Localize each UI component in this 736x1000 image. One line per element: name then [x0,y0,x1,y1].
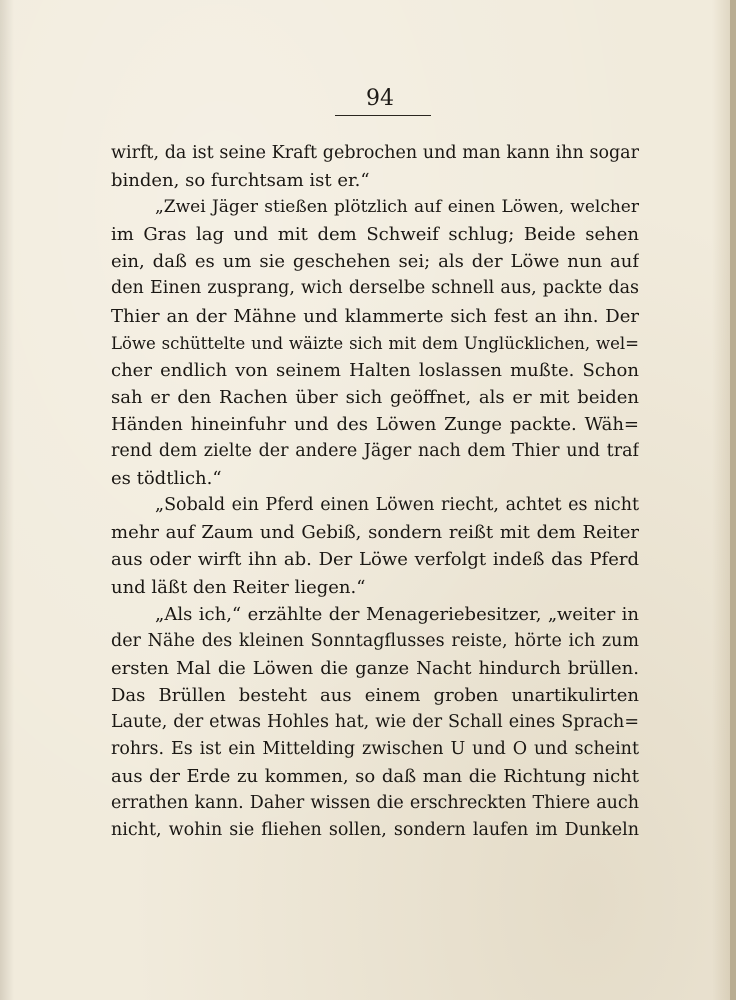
text-line: rohrs. Es ist ein Mittelding zwischen U und O und scheint [111,739,639,760]
text-line: den Einen zusprang, wich derselbe schnell aus, packte das [111,278,639,299]
header-rule [335,115,431,116]
text-line: „Sobald ein Pferd einen Löwen riecht, achtet es nicht [155,495,639,516]
page-edge [730,0,736,1000]
page-number: 94 [366,86,394,111]
text-line: Thier an der Mähne und klammerte sich fest an ihn. Der [111,305,639,327]
text-line: errathen kann. Daher wissen die erschreckten Thiere auch [111,793,639,814]
text-line: „Als ich,“ erzählte der Menageriebesitzer, „weiter in [155,603,639,625]
text-line: Laute, der etwas Hohles hat, wie der Schall eines Sprach= [111,711,639,732]
text-line: cher endlich von seinem Halten loslassen mußte. Schon [111,359,639,381]
text-line: Das Brüllen besteht aus einem groben unartikulirten [111,684,639,706]
text-line: aus der Erde zu kommen, so daß man die Richtung nicht [111,766,639,788]
text-line: wirft, da ist seine Kraft gebrochen und man kann ihn sogar [111,143,639,163]
text-line: und läßt den Reiter liegen.“ [111,576,366,598]
text-line: es tödtlich.“ [111,468,222,490]
text-line: Löwe schüttelte und wäizte sich mit dem Unglücklichen, wel= [111,333,639,353]
text-line: binden, so furchtsam ist er.“ [111,170,370,192]
text-line: rend dem zielte der andere Jäger nach dem Thier und traf [111,441,639,462]
text-line: ersten Mal die Löwen die ganze Nacht hindurch brüllen. [111,657,639,679]
text-line: mehr auf Zaum und Gebiß, sondern reißt mit dem Reiter [111,522,639,544]
text-line: ein, daß es um sie geschehen sei; als der Löwe nun auf [111,251,639,273]
text-line: Händen hineinfuhr und des Löwen Zunge packte. Wäh= [111,413,639,435]
text-line: der Nähe des kleinen Sonntagflusses reiste, hörte ich zum [111,630,639,651]
text-line: aus oder wirft ihn ab. Der Löwe verfolgt indeß das Pferd [111,549,639,571]
text-line: „Zwei Jäger stießen plötzlich auf einen Löwen, welcher [155,197,639,218]
body-text [111,140,639,844]
text-line: im Gras lag und mit dem Schweif schlug; Beide sehen [111,224,639,246]
text-line: sah er den Rachen über sich geöffnet, als er mit beiden [111,386,639,408]
text-line: nicht, wohin sie fliehen sollen, sondern laufen im Dunkeln [111,820,639,841]
